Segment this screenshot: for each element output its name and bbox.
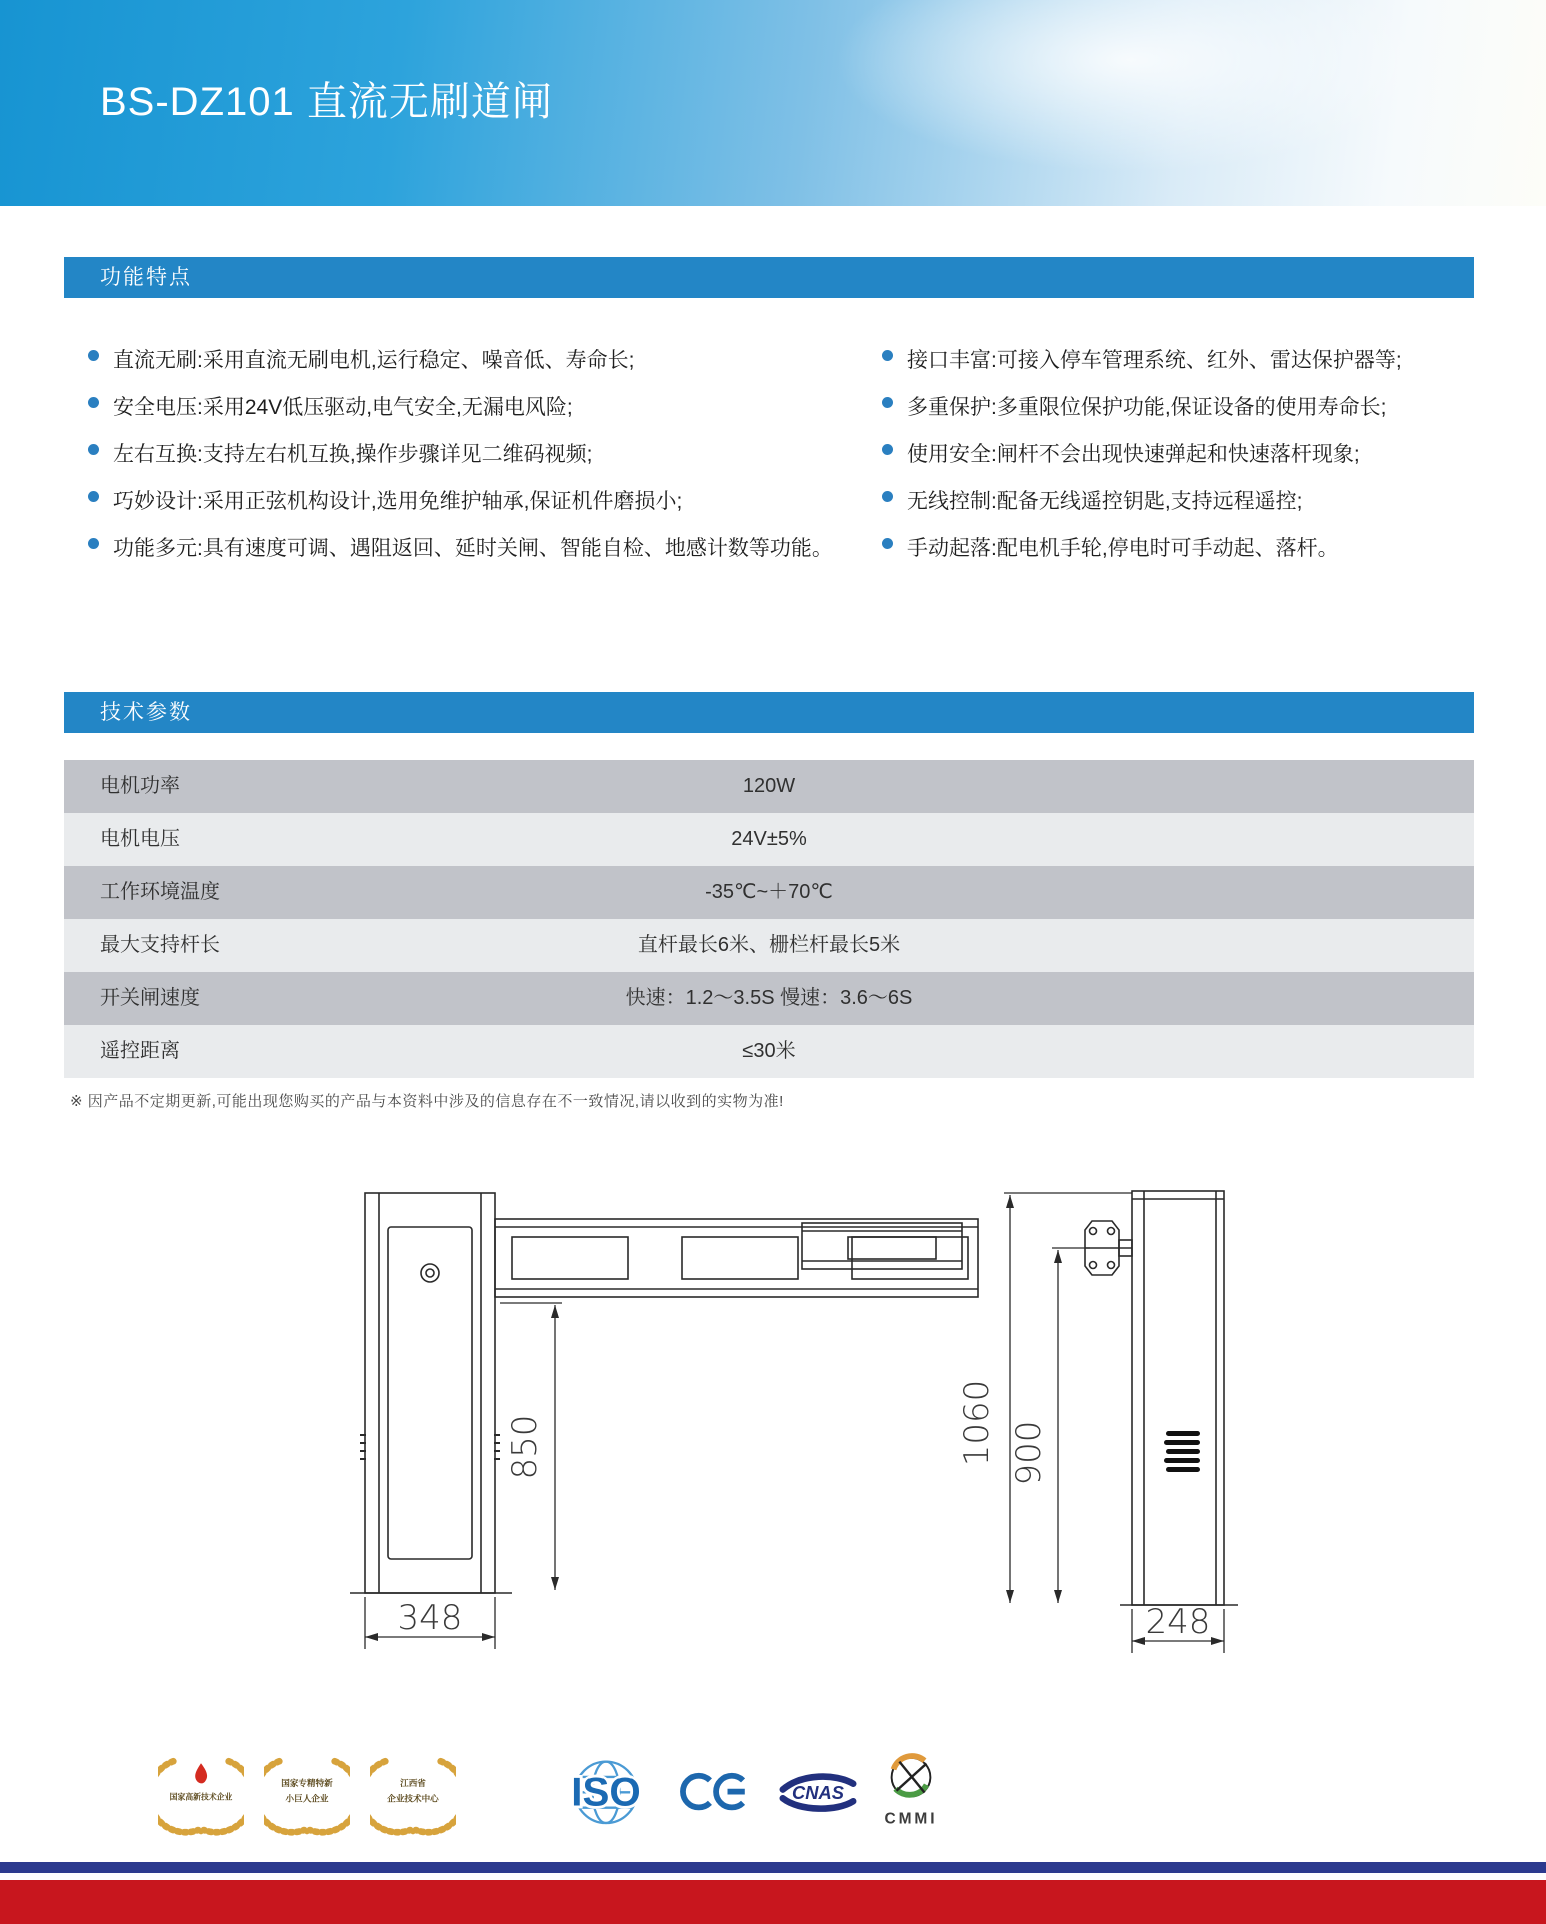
medal-label: 国家高新技术企业 bbox=[169, 1792, 233, 1802]
feature-text: 直流无刷:采用直流无刷电机,运行稳定、噪音低、寿命长; bbox=[113, 349, 635, 372]
dim-label-248: 248 bbox=[1145, 1602, 1211, 1642]
spec-label: 电机电压 bbox=[100, 828, 180, 850]
spec-label: 最大支持杆长 bbox=[100, 934, 220, 956]
feature-item bbox=[88, 344, 882, 372]
dim-label-1060: 1060 bbox=[957, 1379, 997, 1467]
feature-item bbox=[88, 391, 882, 419]
bullet-icon bbox=[882, 538, 893, 549]
cmmi-label: CMMI bbox=[884, 1810, 938, 1828]
footer-navy-stripe bbox=[0, 1862, 1546, 1873]
medal-label-line1: 国家专精特新 bbox=[281, 1778, 333, 1789]
features-column-left bbox=[64, 344, 882, 579]
features-section-title: 功能特点 bbox=[100, 266, 192, 289]
bullet-icon bbox=[882, 444, 893, 455]
bullet-icon bbox=[882, 350, 893, 361]
table-row bbox=[64, 972, 1474, 1025]
dimension-900 bbox=[1009, 1248, 1090, 1603]
spec-value: ≤30米 bbox=[742, 1040, 796, 1062]
lock-icon bbox=[421, 1264, 439, 1282]
spec-label: 开关闸速度 bbox=[100, 987, 200, 1009]
medal-national-hightech-icon bbox=[158, 1746, 244, 1838]
spec-label: 工作环境温度 bbox=[100, 881, 220, 903]
table-row bbox=[64, 919, 1474, 972]
spec-value: 24V±5% bbox=[731, 828, 807, 850]
specs-section-header bbox=[64, 692, 1474, 733]
feature-text: 接口丰富:可接入停车管理系统、红外、雷达保护器等; bbox=[907, 349, 1402, 372]
feature-text: 安全电压:采用24V低压驱动,电气安全,无漏电风险; bbox=[113, 396, 573, 419]
table-row bbox=[64, 760, 1474, 813]
feature-text: 无线控制:配备无线遥控钥匙,支持远程遥控; bbox=[907, 490, 1303, 513]
medal-tech-center-icon bbox=[370, 1746, 456, 1838]
features-section-header bbox=[64, 257, 1474, 298]
feature-item bbox=[88, 532, 882, 560]
medal-little-giant-icon bbox=[264, 1746, 350, 1838]
bullet-icon bbox=[882, 397, 893, 408]
bullet-icon bbox=[88, 444, 99, 455]
dim-label-900: 900 bbox=[1009, 1420, 1049, 1486]
feature-text: 巧妙设计:采用正弦机构设计,选用免维护轴承,保证机件磨损小; bbox=[113, 490, 683, 513]
dimension-1060 bbox=[957, 1193, 1132, 1603]
feature-item bbox=[882, 532, 1474, 560]
medal-label-line1: 江西省 bbox=[400, 1778, 426, 1789]
spec-value: 120W bbox=[742, 775, 796, 797]
iso-label: ISO bbox=[571, 1769, 641, 1815]
spec-label: 电机功率 bbox=[100, 775, 180, 797]
medal-label-line2: 小巨人企业 bbox=[285, 1793, 329, 1804]
features-column-right bbox=[882, 344, 1474, 579]
specs-table bbox=[64, 760, 1474, 1078]
certification-logos bbox=[158, 1742, 1358, 1842]
iso-logo-icon bbox=[558, 1752, 654, 1833]
dim-label-348: 348 bbox=[397, 1598, 463, 1638]
feature-item bbox=[88, 438, 882, 466]
medal-label-line2: 企业技术中心 bbox=[387, 1793, 439, 1804]
table-row bbox=[64, 866, 1474, 919]
features-list bbox=[64, 344, 1474, 579]
page-header bbox=[0, 0, 1546, 206]
page-title: BS-DZ101 直流无刷道闸 bbox=[100, 80, 553, 124]
cmmi-logo-icon bbox=[880, 1750, 942, 1833]
dimension-850 bbox=[500, 1303, 562, 1590]
dimension-348 bbox=[365, 1597, 495, 1649]
spec-value: 快速：1.2～3.5S 慢速：3.6～6S bbox=[625, 987, 913, 1009]
cnas-logo-icon bbox=[774, 1769, 862, 1816]
feature-text: 功能多元:具有速度可调、遇阻返回、延时关闸、智能自检、地感计数等功能。 bbox=[113, 537, 833, 560]
cabinet-outline bbox=[365, 1193, 495, 1593]
spec-value: 直杆最长6米、栅栏杆最长5米 bbox=[637, 934, 901, 956]
disclaimer-note: ※ 因产品不定期更新,可能出现您购买的产品与本资料中涉及的信息存在不一致情况,请以收到的实物为准! bbox=[70, 1093, 784, 1110]
feature-item bbox=[882, 344, 1474, 372]
table-row bbox=[64, 1025, 1474, 1078]
feature-text: 手动起落:配电机手轮,停电时可手动起、落杆。 bbox=[907, 537, 1339, 560]
bullet-icon bbox=[882, 491, 893, 502]
arm-bracket bbox=[1085, 1221, 1132, 1275]
side-view-drawing bbox=[800, 1185, 1320, 1665]
spec-value: -35℃~＋70℃ bbox=[705, 881, 833, 903]
bullet-icon bbox=[88, 397, 99, 408]
feature-text: 左右互换:支持左右机互换,操作步骤详见二维码视频; bbox=[113, 443, 593, 466]
ce-mark-icon bbox=[680, 1770, 752, 1813]
bullet-icon bbox=[88, 491, 99, 502]
vent-grille bbox=[1164, 1431, 1200, 1472]
feature-text: 多重保护:多重限位保护功能,保证设备的使用寿命长; bbox=[907, 396, 1387, 419]
dimension-248 bbox=[1132, 1602, 1224, 1653]
dim-label-850: 850 bbox=[505, 1414, 545, 1480]
spec-label: 遥控距离 bbox=[100, 1040, 180, 1062]
feature-text: 使用安全:闸杆不会出现快速弹起和快速落杆现象; bbox=[907, 443, 1360, 466]
footer-red-stripe bbox=[0, 1880, 1546, 1924]
feature-item bbox=[88, 485, 882, 513]
feature-item bbox=[882, 485, 1474, 513]
feature-item bbox=[882, 391, 1474, 419]
feature-item bbox=[882, 438, 1474, 466]
cnas-label: CNAS bbox=[792, 1781, 844, 1803]
bullet-icon bbox=[88, 350, 99, 361]
cabinet-side-outline bbox=[1132, 1191, 1224, 1605]
bullet-icon bbox=[88, 538, 99, 549]
specs-section-title: 技术参数 bbox=[100, 701, 192, 724]
table-row bbox=[64, 813, 1474, 866]
flame-icon bbox=[195, 1763, 207, 1783]
arm-section bbox=[802, 1223, 962, 1269]
